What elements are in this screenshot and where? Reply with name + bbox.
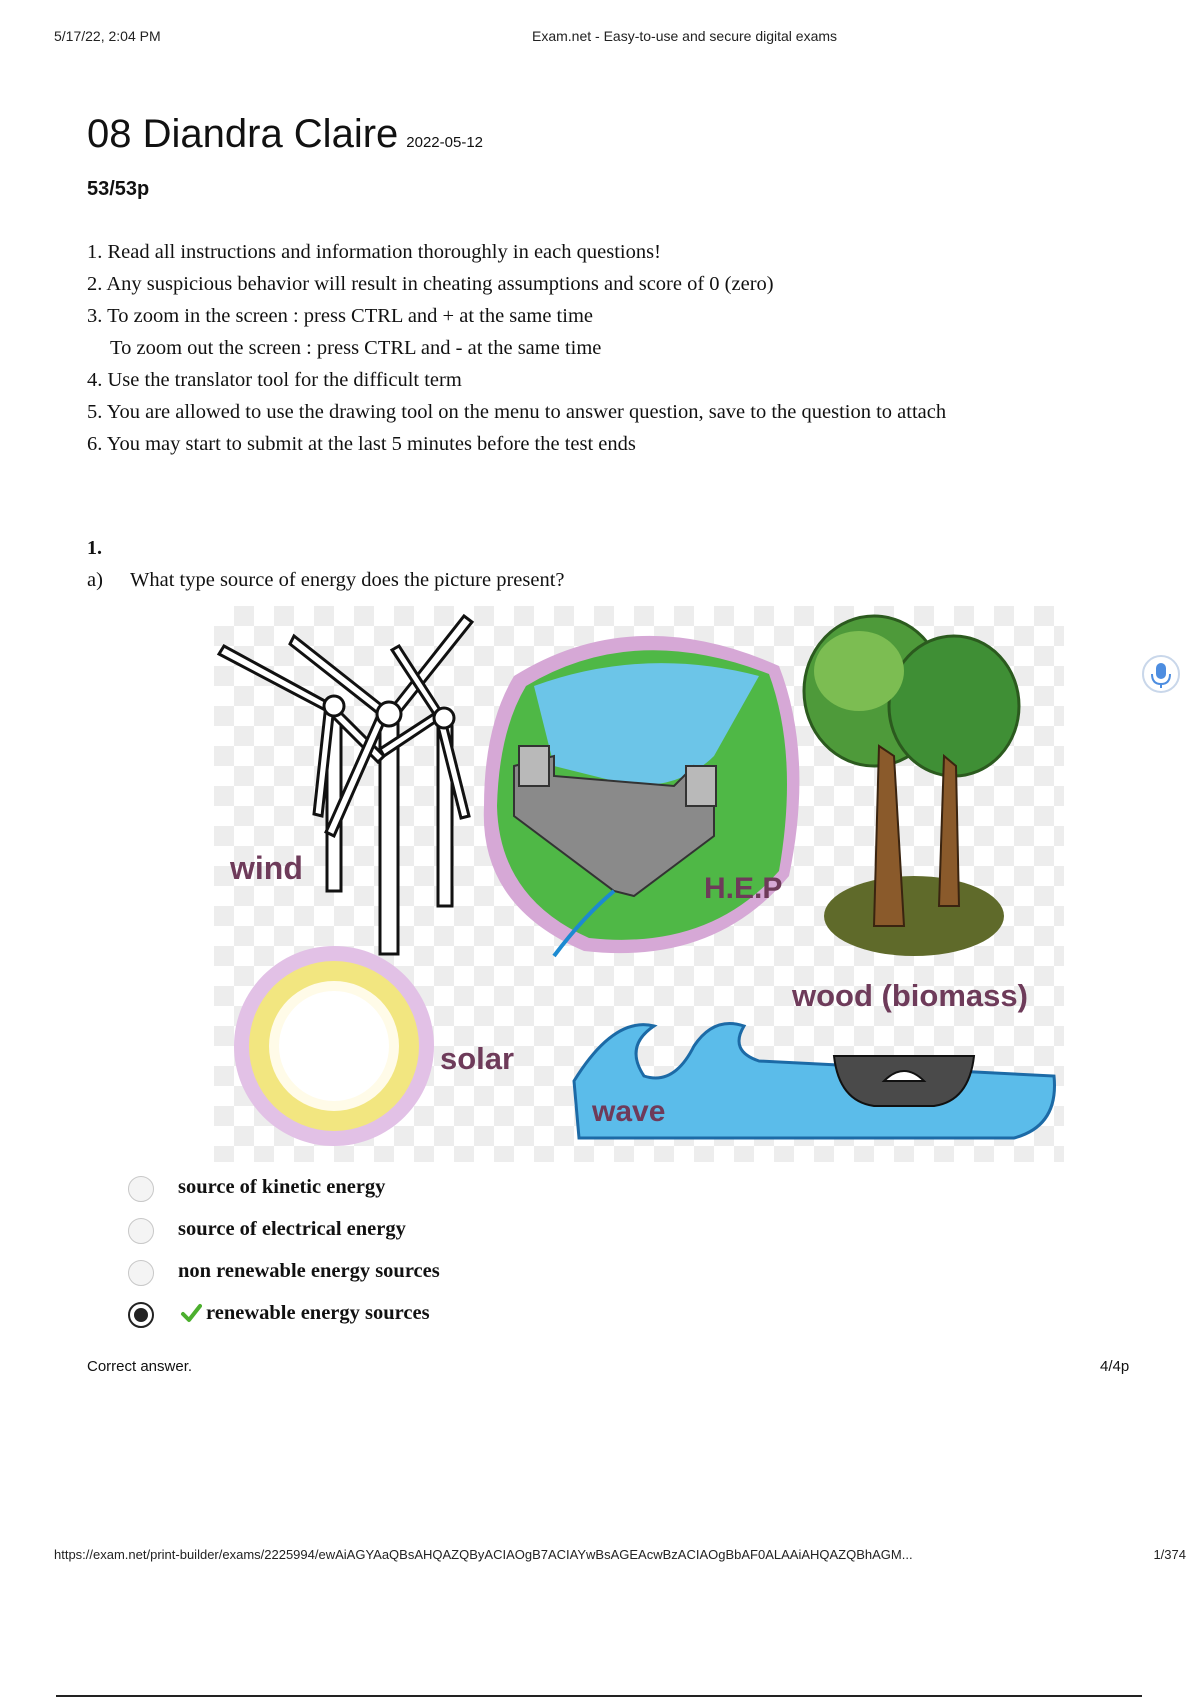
energy-sources-figure (214, 606, 1064, 1162)
option-label: renewable energy sources (206, 1302, 430, 1324)
radio-button[interactable] (128, 1176, 154, 1202)
figure-label-wind: wind (230, 850, 303, 886)
figure-label-solar: solar (440, 1041, 515, 1076)
instruction-item: 3. To zoom in the screen : press CTRL and + at the same time (87, 305, 593, 327)
hydro-dam-illustration (484, 636, 800, 956)
microphone-icon[interactable] (1141, 654, 1181, 694)
instruction-item: 6. You may start to submit at the last 5 minutes before the test ends (87, 433, 636, 455)
exam-date: 2022-05-12 (406, 134, 484, 151)
divider (56, 1695, 1142, 1697)
answer-feedback: Correct answer. (87, 1358, 193, 1375)
question-part: a) (87, 569, 103, 591)
print-url: https://exam.net/print-builder/exams/2225994/ewAiAGYAaQBsAHQAZQByACIAOgB7ACIAYwBsAGEAcwBzACIAOgBbAF0ALAAiAHQAZQBhAGM... (54, 1547, 913, 1562)
trees-illustration (804, 616, 1019, 956)
question-text: What type source of energy does the picture present? (130, 569, 565, 591)
question-points: 4/4p (1100, 1358, 1130, 1375)
instructions-list (87, 236, 946, 460)
sun-illustration (234, 946, 434, 1146)
instruction-item: To zoom out the screen : press CTRL and - at the same time (110, 337, 602, 359)
instruction-item: 2. Any suspicious behavior will result in cheating assumptions and score of 0 (zero) (87, 273, 774, 295)
exam-header (87, 112, 483, 157)
instruction-item: 4. Use the translator tool for the difficult term (87, 369, 462, 391)
print-datetime: 5/17/22, 2:04 PM (54, 28, 161, 44)
figure-label-wave: wave (592, 1095, 666, 1128)
option-label: source of electrical energy (178, 1218, 406, 1240)
instruction-item: 1. Read all instructions and information thoroughly in each questions! (87, 241, 661, 263)
student-name: 08 Diandra Claire (87, 112, 399, 156)
question-number: 1. (87, 537, 102, 559)
option-label: source of kinetic energy (178, 1176, 386, 1198)
radio-button-selected[interactable] (128, 1302, 154, 1328)
page-number: 1/374 (1153, 1547, 1186, 1562)
figure-label-biomass: wood (biomass) (792, 978, 1028, 1013)
radio-button[interactable] (128, 1260, 154, 1286)
radio-button[interactable] (128, 1218, 154, 1244)
figure-label-hep: H.E.P (704, 872, 783, 905)
print-page-title: Exam.net - Easy-to-use and secure digital exams (532, 28, 838, 44)
wind-turbines-illustration (219, 616, 472, 954)
instruction-item: 5. You are allowed to use the drawing tool on the menu to answer question, save to the question to attach (87, 401, 947, 423)
energy-sources-illustration (214, 606, 1064, 1162)
check-icon (180, 1302, 202, 1324)
total-score: 53/53p (87, 178, 150, 200)
option-label: non renewable energy sources (178, 1260, 440, 1282)
